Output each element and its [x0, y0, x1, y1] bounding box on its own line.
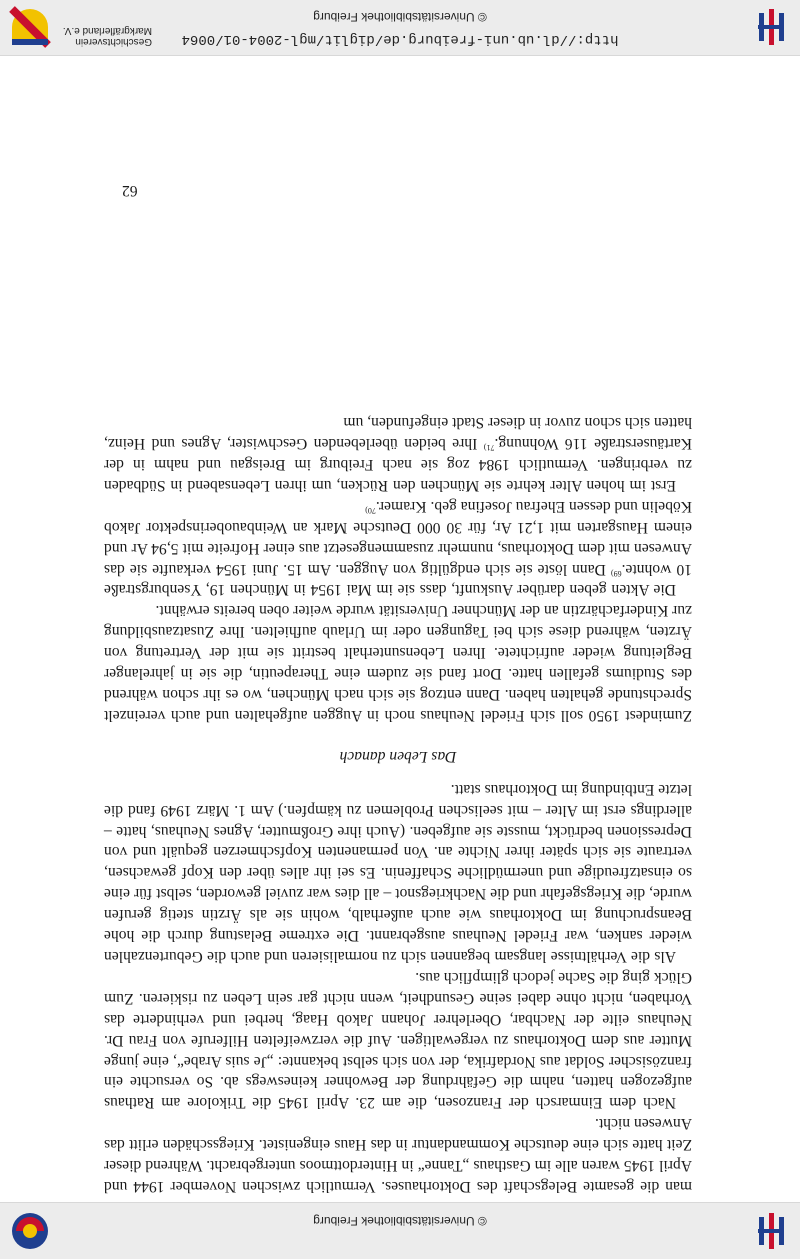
footnote-ref[interactable]: 71): [483, 443, 495, 453]
crest-icon: [8, 1209, 52, 1253]
footnote-ref[interactable]: 69): [610, 568, 622, 578]
paragraph: Nach dem Einmarsch der Franzosen, die am 23. April 1945 die Trikolore am Rathaus aufgezogen hatten, nahm die Gefährdung der Bewohner keineswegs ab. So versuchte ein französischer Soldat aus Nordafrika, der von sich selbst bekannte: „Je suis Arabe“, eine junge Mutter aus dem Doktorhaus zu vergewaltigen. Auf die verzweifelten Hilferufe von Frau Dr. Neuhaus eilte der Nachbar, Oberlehrer Johann Jakob Haag, herbei und verhinderte das Vorhaben, nicht ohne dabei seine Gesundheit, wenn nicht gar sein Leben zu riskieren. Zum Glück ging die Sache jedoch glimpflich aus.: [104, 968, 692, 1112]
copyright-text: © Universitätsbibliothek Freiburg: [313, 10, 487, 24]
viewer-bar-top: [0, 1202, 800, 1259]
paragraph: Zumindest 1950 soll sich Friedel Neuhaus noch in Auggen aufgehalten und auch vereinzelt Sprechstunde gehalten haben. Dann entzog sie sich nach München, wo es ihr schon während des Studiums gefallen hatte. Dort fand sie zudem eine Therapeutin, die sie in jahrelanger Begleitung wieder aufrichtete. Ihren Lebensunterhalt bestritt sie mit der Vertretung von Ärzten, während diese sich bei Tagungen oder im Urlaub aufhielten. Ihre Zusatzausbildung zur Kinderfachärztin an der Münchner Universität wurde weiter oben bereits erwähnt.: [104, 602, 692, 724]
society-name-line: Markgräflerland e.V.: [62, 25, 152, 36]
paragraph: [104, 495, 692, 600]
paragraph-text: Ihre beiden überlebenden Geschwister, Agnes und Heinz, hatten sich schon zuvor in dieser Stadt eingefunden, um: [104, 414, 692, 453]
document-url-link[interactable]: http://dl.ub.uni-freiburg.de/diglit/mgl-2004-01/0064: [181, 31, 619, 47]
society-name-line: Geschichtsverein: [75, 36, 152, 47]
section-heading: Das Leben danach: [339, 747, 457, 765]
body-text: [104, 411, 692, 1196]
paragraph: man die gesamte Belegschaft des Doktorhauses. Vermutlich zwischen November 1944 und April 1945 waren alle im Gasthaus „Tanne“ in Hinterdottmoos untergebracht. Während dieser Zeit hatte sich eine deutsche Kommandantur in das Haus eingenistet. Kriegsschäden erlitt das Anwesen nicht.: [104, 1115, 692, 1195]
ub-logo-icon: [748, 1211, 788, 1251]
page-number: 62: [122, 182, 138, 199]
society-name: [52, 25, 152, 47]
ub-logo-icon: [748, 7, 788, 47]
paragraph-text: Die Akten geben darüber Auskunft, dass sie im Mai 1954 in München 19, Ysenburgstraße 10 wohnte.: [104, 560, 692, 599]
paragraph: [104, 411, 692, 495]
paragraph: Als die Verhältnisse langsam begannen sich zu normalisieren und auch die Geburtenzahlen wieder sanken, war Friedel Neuhaus ausgebrannt. Die extreme Belastung durch die hohe Beanspruchung im Doktorhaus wie auch außerhalb, wohin sie als Ärztin stetig gerufen wurde, die Kriegsgefahr und die Nachkriegsnot – all dies war zuviel geworden, selbst für eine so einsatzfreudige und unermüdliche Schaffenin. Es sei ihr alles über den Kopf gewachsen, vertraute sie sich später ihrer Nichte an. Von permanenten Kopfschmerzen gequält und von Depressionen bedrückt, musste sie aufgeben. (Auch ihre Großmutter, Agnes Neuhaus, hatte – allerdings erst im Alter – mit seelischen Problemen zu kämpfen.) Am 1. März 1949 fand die letzte Entbindung im Doktorhaus statt.: [104, 780, 692, 966]
copyright-text: © Universitätsbibliothek Freiburg: [313, 1214, 487, 1228]
footnote-ref[interactable]: 70): [365, 505, 376, 515]
paragraph-text: Dann löste sie sich endgültig von Auggen. Am 15. Juni 1954 verkaufte sie das Anwesen mit dem Doktorhaus, nunmehr zusammengesetzt aus einer Hofreite mit 5,94 Ar und einem Hausgarten mit 1,21 Ar, für 30 000 Deutsche Mark an Weinbauoberinspektor Jakob Köbelin und dessen Ehefrau Josefina geb. Kramer.: [103, 497, 692, 578]
paragraph-text: Erst im hohen Alter kehrte sie München den Rücken, um ihren Lebensabend in Südbaden zu verbringen. Vermutlich 1984 zog sie nach Freiburg im Breisgau und nahm in der Kartäuserstraße 116 Wohnung.: [104, 435, 692, 494]
viewer-bar-bottom: [0, 0, 800, 56]
crest-icon: [8, 5, 52, 49]
